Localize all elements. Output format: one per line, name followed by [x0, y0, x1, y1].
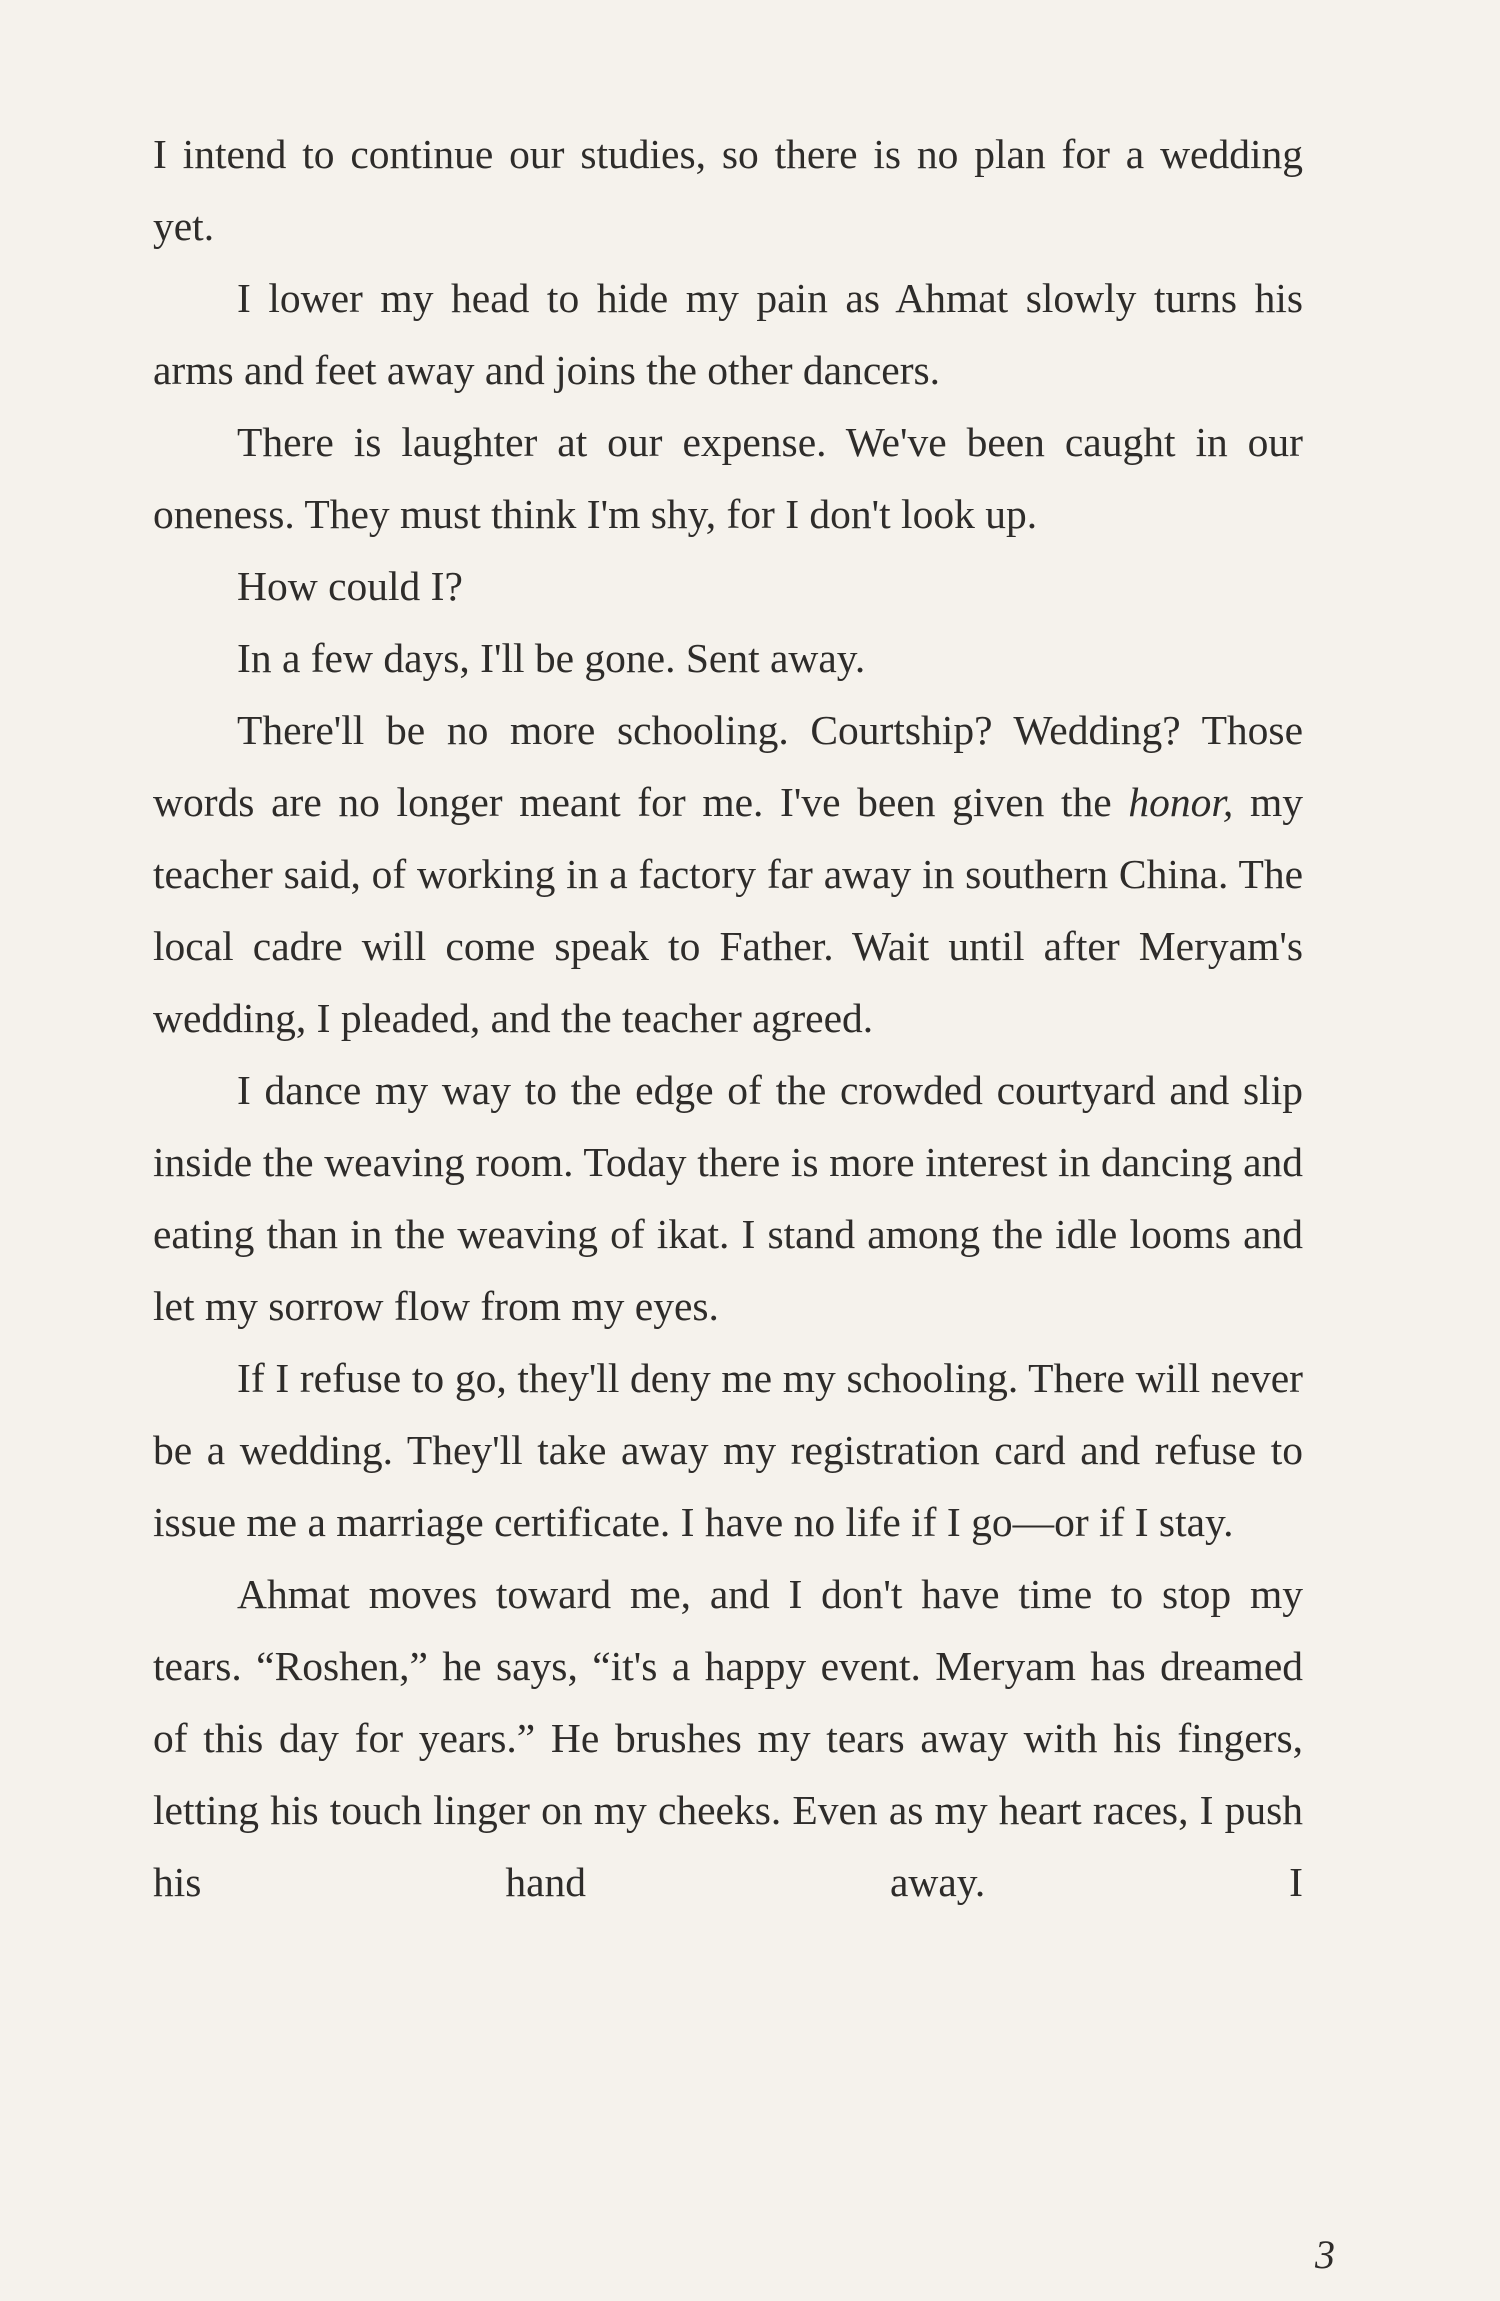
paragraph: Ahmat moves toward me, and I don't have time to stop my tears. “Roshen,” he says, “it's a happy event. Meryam has dreamed of this day for years.” He brushes my tears away with his fingers, letting his touch linger on my cheeks. Even as my heart races, I push his hand away. I — [153, 1571, 1303, 1905]
paragraph: If I refuse to go, they'll deny me my schooling. There will never be a wedding. They'll take away my registration card and refuse to issue me a marriage certificate. I have no life if I go—or if I stay. — [153, 1355, 1303, 1545]
paragraph: There is laughter at our expense. We've been caught in our oneness. They must think I'm shy, for I don't look up. — [153, 419, 1303, 537]
body-text — [153, 118, 1303, 1918]
paragraph: In a few days, I'll be gone. Sent away. — [237, 635, 866, 681]
paragraph-text: my teacher said, of working in a factory far away in southern China. The local cadre will come speak to Father. Wait until after Meryam's wedding, I pleaded, and the teacher agreed. — [153, 779, 1303, 1041]
paragraph: I intend to continue our studies, so there is no plan for a wedding yet. — [153, 131, 1303, 249]
paragraph: I lower my head to hide my pain as Ahmat slowly turns his arms and feet away and joins the other dancers. — [153, 275, 1303, 393]
paragraph: I dance my way to the edge of the crowded courtyard and slip inside the weaving room. Today there is more interest in dancing and eating than in the weaving of ikat. I stand among the idle looms and let my sorrow flow from my eyes. — [153, 1067, 1303, 1329]
emphasized-word: honor, — [1128, 779, 1234, 825]
paragraph-with-emphasis — [153, 694, 1303, 1054]
page-number: 3 — [1315, 2232, 1335, 2277]
paragraph: How could I? — [237, 563, 463, 609]
paragraph-text: There'll be no more schooling. Courtship? Wedding? Those words are no longer meant for me. I've been given the — [153, 707, 1303, 825]
